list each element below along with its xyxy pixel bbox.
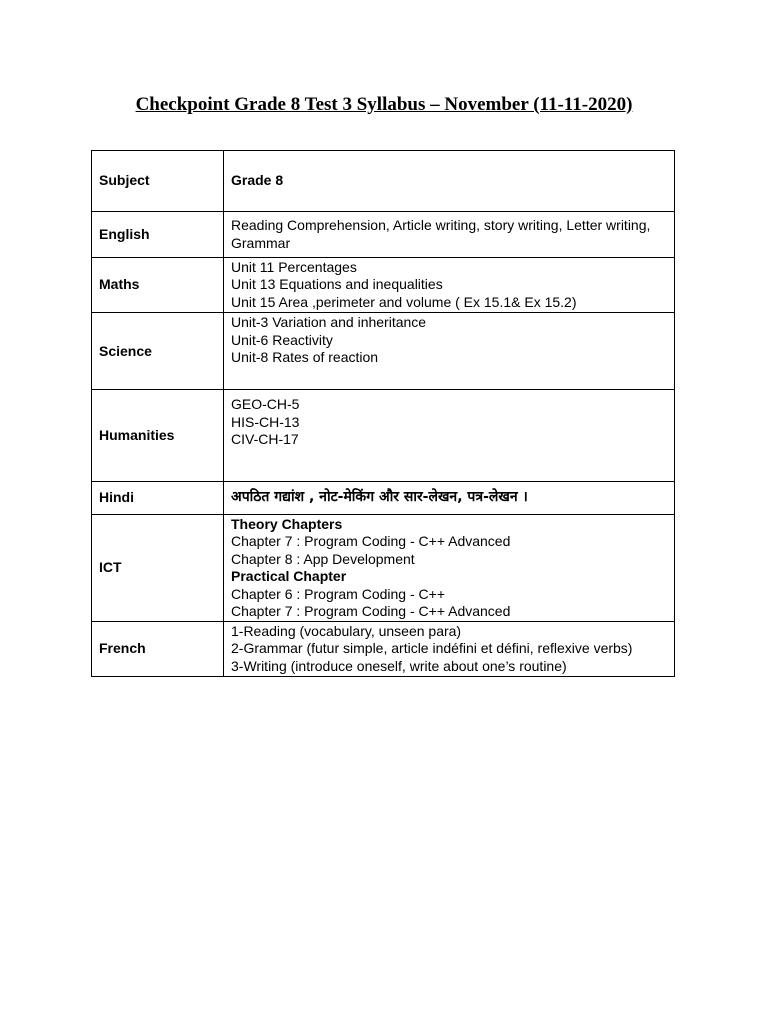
ict-line-6: Chapter 7 : Program Coding - C++ Advanced — [231, 603, 511, 619]
science-line-3: Unit-8 Rates of reaction — [231, 349, 379, 365]
ict-line-2: Chapter 7 : Program Coding - C++ Advanced — [231, 533, 511, 549]
subject-cell-science: Science — [92, 313, 224, 390]
table-row-ict — [92, 515, 675, 622]
humanities-line-3: CIV-CH-17 — [231, 431, 299, 447]
content-cell-science — [224, 313, 675, 390]
subject-cell-french: French — [92, 622, 224, 677]
document-title: Checkpoint Grade 8 Test 3 Syllabus – November (11-11-2020) — [135, 94, 633, 115]
content-cell-humanities — [224, 390, 675, 482]
maths-line-3: Unit 15 Area ,perimeter and volume ( Ex 15.1& Ex 15.2) — [231, 293, 577, 310]
ict-line-3: Chapter 8 : App Development — [231, 550, 415, 567]
english-line-2: Grammar — [231, 234, 291, 251]
header-grade: Grade 8 — [224, 151, 675, 212]
table-row-english — [92, 212, 675, 258]
ict-practical-heading: Practical Chapter — [231, 568, 347, 584]
humanities-line-1: GEO-CH-5 — [231, 396, 300, 412]
content-cell-ict — [224, 515, 675, 622]
content-cell-english — [224, 212, 675, 258]
maths-line-2: Unit 13 Equations and inequalities — [231, 276, 443, 293]
french-line-3: 3-Writing (introduce oneself, write about one’s routine) — [231, 657, 567, 674]
french-line-2: 2-Grammar (futur simple, article indéfini et défini, reflexive verbs) — [231, 640, 633, 657]
content-cell-french — [224, 622, 675, 677]
ict-line-5: Chapter 6 : Program Coding - C++ — [231, 585, 445, 602]
subject-cell-english: English — [92, 212, 224, 258]
subject-cell-maths: Maths — [92, 258, 224, 313]
hindi-line-1: अपठित गद्यांश , नोट-मेकिंग और सार-लेखन, पत्र-लेखन । — [231, 489, 528, 506]
header-subject: Subject — [92, 151, 224, 212]
science-line-2: Unit-6 Reactivity — [231, 331, 333, 348]
subject-cell-humanities: Humanities — [92, 390, 224, 482]
english-line-1: Reading Comprehension, Article writing, story writing, Letter writing, — [231, 217, 651, 233]
table-row-french — [92, 622, 675, 677]
content-cell-hindi — [224, 482, 675, 515]
french-line-1: 1-Reading (vocabulary, unseen para) — [231, 622, 462, 639]
science-line-1: Unit-3 Variation and inheritance — [231, 314, 427, 330]
humanities-line-2: HIS-CH-13 — [231, 413, 300, 430]
maths-line-1: Unit 11 Percentages — [231, 258, 357, 275]
table-row-hindi — [92, 482, 675, 515]
syllabus-table — [91, 150, 675, 677]
ict-theory-heading: Theory Chapters — [231, 515, 343, 532]
table-header-row — [92, 151, 675, 212]
table-row-science — [92, 313, 675, 390]
content-cell-maths — [224, 258, 675, 313]
table-row-humanities — [92, 390, 675, 482]
subject-cell-ict: ICT — [92, 515, 224, 622]
table-row-maths — [92, 258, 675, 313]
subject-cell-hindi: Hindi — [92, 482, 224, 515]
